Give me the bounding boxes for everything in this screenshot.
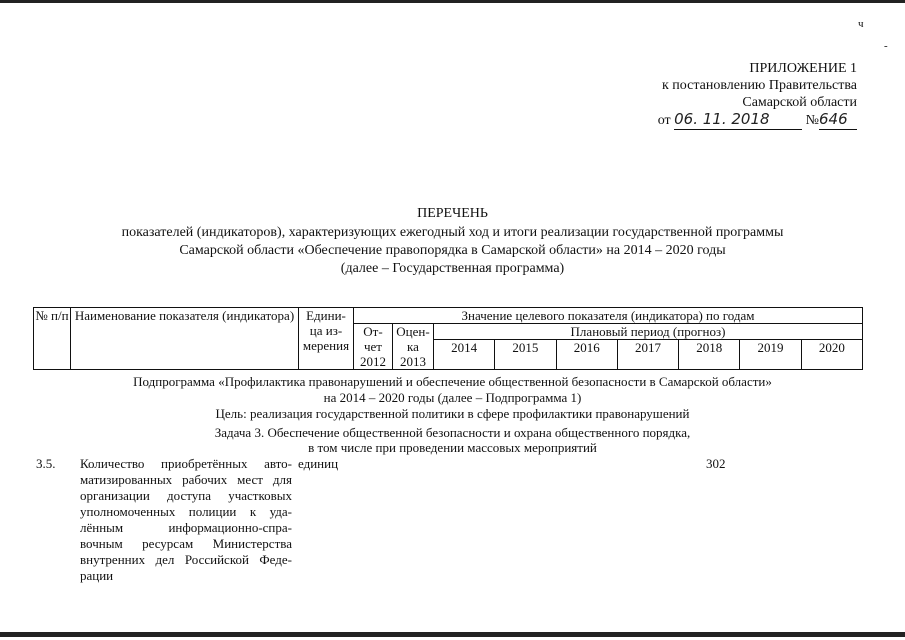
doc-title: ПЕРЕЧЕНЬ xyxy=(417,206,488,221)
scan-mark: ч xyxy=(858,18,864,30)
bottom-border xyxy=(0,632,905,637)
header-year: 2020 xyxy=(801,340,862,370)
header-unit: Едини-ца из-мерения xyxy=(299,308,354,370)
row-unit: единиц xyxy=(298,456,339,471)
handwritten-number: 646 xyxy=(819,110,848,128)
header-plan: Плановый период (прогноз) xyxy=(434,324,863,340)
scan-mark: - xyxy=(884,40,888,52)
header-number: № п/п xyxy=(34,308,71,370)
annex-date-line xyxy=(658,111,857,130)
header-year: 2018 xyxy=(679,340,740,370)
doc-subtitle: показателей (индикаторов), характеризующих ежегодный ход и итоги реализации государственной программы xyxy=(121,225,784,240)
row-indicator-name: Количество приобретённых авто-матизированных рабочих мест для организации доступа участковых уполномоченных полиции к уда-лённым информационно-спра-вочным ресурсам Министерства внутренних дел Российской Феде-рации xyxy=(80,456,292,583)
subprogram-goal: Цель: реализация государственной политики в сфере профилактики правонарушений xyxy=(215,406,690,421)
date-field xyxy=(674,111,802,130)
header-year: 2017 xyxy=(617,340,678,370)
subprogram-task: в том числе при проведении массовых мероприятий xyxy=(308,440,597,455)
doc-subtitle: Самарской области «Обеспечение правопорядка в Самарской области» на 2014 – 2020 годы xyxy=(179,243,726,258)
annex-title: ПРИЛОЖЕНИЕ 1 xyxy=(749,61,857,76)
row-value: 302 xyxy=(706,456,726,471)
subprogram-title: на 2014 – 2020 годы (далее – Подпрограмма 1) xyxy=(323,390,582,405)
header-year: 2014 xyxy=(434,340,495,370)
doc-subtitle: (далее – Государственная программа) xyxy=(340,261,565,276)
subprogram-task: Задача 3. Обеспечение общественной безопасности и охрана общественного порядка, xyxy=(214,425,691,440)
header-year: 2016 xyxy=(556,340,617,370)
indicator-table-header xyxy=(33,307,863,370)
header-report: От-чет 2012 xyxy=(354,324,393,370)
row-number: 3.5. xyxy=(36,456,56,471)
date-prefix: от xyxy=(657,113,671,128)
handwritten-date: 06. 11. 2018 xyxy=(674,110,770,128)
header-estimate: Оцен-ка 2013 xyxy=(393,324,434,370)
header-name: Наименование показателя (индикатора) xyxy=(71,308,299,370)
annex-block xyxy=(658,60,857,130)
subprogram-title: Подпрограмма «Профилактика правонарушений и обеспечение общественной безопасности в Самарской области» xyxy=(133,374,772,389)
number-field xyxy=(819,111,857,130)
annex-line: Самарской области xyxy=(742,95,857,110)
number-prefix: № xyxy=(805,113,819,128)
header-year: 2015 xyxy=(495,340,556,370)
header-values: Значение целевого показателя (индикатора) по годам xyxy=(354,308,863,324)
top-border xyxy=(0,0,905,3)
header-year: 2019 xyxy=(740,340,801,370)
annex-line: к постановлению Правительства xyxy=(661,78,857,93)
